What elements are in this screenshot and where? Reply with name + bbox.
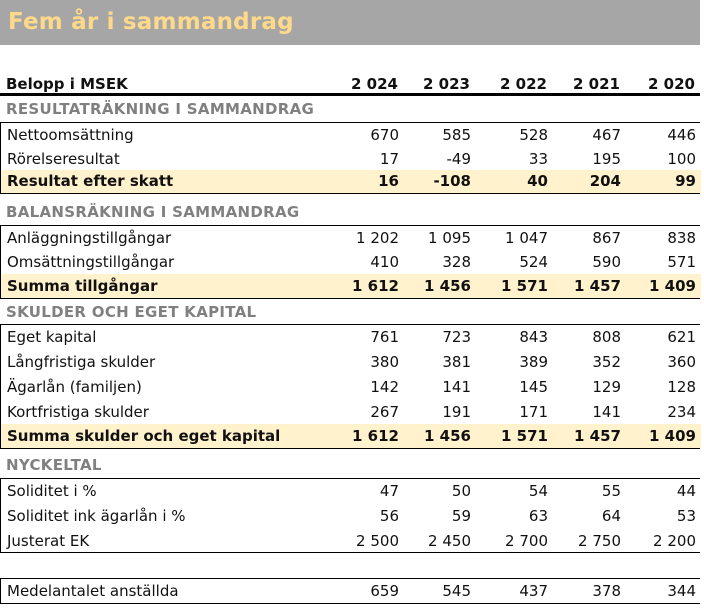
nyckeltal-table xyxy=(0,478,700,553)
cell-value: 2 450 xyxy=(428,532,471,550)
cell-value: 808 xyxy=(592,328,621,346)
cell-value: 670 xyxy=(370,126,399,144)
cell-value: 50 xyxy=(451,482,471,500)
cell-value: 590 xyxy=(592,253,621,271)
cell-value: 1 612 xyxy=(352,277,399,295)
table-row xyxy=(1,226,701,251)
row-label: Medelantalet anställda xyxy=(7,582,179,600)
cell-value: 1 095 xyxy=(428,229,471,247)
section-heading-resultat: RESULTATRÄKNING I SAMMANDRAG xyxy=(6,100,315,118)
resultat-table xyxy=(0,122,700,194)
cell-value: 59 xyxy=(451,507,471,525)
cell-value: 1 571 xyxy=(501,277,548,295)
cell-value: -108 xyxy=(433,172,471,190)
cell-value: 55 xyxy=(601,482,621,500)
table-row xyxy=(1,529,701,554)
cell-value: 1 612 xyxy=(352,427,399,445)
cell-value: 621 xyxy=(667,328,696,346)
total-row xyxy=(1,274,701,298)
skulder-table xyxy=(0,324,700,449)
row-label: Summa skulder och eget kapital xyxy=(7,427,281,445)
cell-value: 571 xyxy=(667,253,696,271)
cell-value: 64 xyxy=(601,507,621,525)
cell-value: 16 xyxy=(378,172,399,190)
cell-value: 2 200 xyxy=(653,532,696,550)
year-header: 2 023 xyxy=(423,75,470,93)
cell-value: 838 xyxy=(667,229,696,247)
cell-value: 2 750 xyxy=(578,532,621,550)
row-label: Nettoomsättning xyxy=(7,126,134,144)
table-row xyxy=(1,250,701,275)
row-label: Långfristiga skulder xyxy=(7,353,156,371)
table-row xyxy=(1,479,701,504)
cell-value: 33 xyxy=(528,150,548,168)
cell-value: 585 xyxy=(442,126,471,144)
page-title: Fem år i sammandrag xyxy=(8,9,294,35)
cell-value: 328 xyxy=(442,253,471,271)
cell-value: 761 xyxy=(370,328,399,346)
cell-value: 129 xyxy=(592,378,621,396)
row-label: Soliditet ink ägarlån i % xyxy=(7,507,186,525)
cell-value: 1 456 xyxy=(424,277,471,295)
cell-value: 1 409 xyxy=(649,277,696,295)
cell-value: 128 xyxy=(667,378,696,396)
row-label: Ägarlån (familjen) xyxy=(7,378,142,396)
balans-table xyxy=(0,225,700,299)
table-row xyxy=(1,504,701,529)
cell-value: 1 047 xyxy=(505,229,548,247)
year-header: 2 024 xyxy=(351,75,398,93)
row-label: Anläggningstillgångar xyxy=(7,229,172,247)
cell-value: 1 457 xyxy=(574,427,621,445)
cell-value: 2 700 xyxy=(505,532,548,550)
row-label: Eget kapital xyxy=(7,328,97,346)
cell-value: 47 xyxy=(379,482,399,500)
table-row xyxy=(1,579,701,604)
personal-table xyxy=(0,578,700,604)
cell-value: 360 xyxy=(667,353,696,371)
table-row xyxy=(1,123,701,148)
cell-value: 1 409 xyxy=(649,427,696,445)
cell-value: 195 xyxy=(592,150,621,168)
cell-value: 234 xyxy=(667,403,696,421)
cell-value: 141 xyxy=(442,378,471,396)
cell-value: 17 xyxy=(379,150,399,168)
row-label: Rörelseresultat xyxy=(7,150,120,168)
cell-value: 145 xyxy=(519,378,548,396)
cell-value: 380 xyxy=(370,353,399,371)
year-header: 2 022 xyxy=(500,75,547,93)
cell-value: 389 xyxy=(519,353,548,371)
cell-value: 191 xyxy=(442,403,471,421)
cell-value: 40 xyxy=(527,172,548,190)
total-row xyxy=(1,424,701,448)
cell-value: 410 xyxy=(370,253,399,271)
cell-value: 53 xyxy=(676,507,696,525)
year-header: 2 020 xyxy=(648,75,695,93)
cell-value: 352 xyxy=(592,353,621,371)
cell-value: 528 xyxy=(519,126,548,144)
row-label: Summa tillgångar xyxy=(7,277,158,295)
section-heading-balans: BALANSRÄKNING I SAMMANDRAG xyxy=(6,203,300,221)
cell-value: 54 xyxy=(528,482,548,500)
table-row xyxy=(1,375,701,400)
cell-value: 204 xyxy=(589,172,621,190)
year-header: 2 021 xyxy=(573,75,620,93)
unit-label: Belopp i MSEK xyxy=(6,75,128,93)
cell-value: 171 xyxy=(519,403,548,421)
cell-value: 56 xyxy=(379,507,399,525)
cell-value: 1 571 xyxy=(501,427,548,445)
table-row xyxy=(1,350,701,375)
cell-value: 1 457 xyxy=(574,277,621,295)
cell-value: 378 xyxy=(592,582,621,600)
total-row xyxy=(1,170,701,193)
table-row xyxy=(1,147,701,172)
cell-value: 659 xyxy=(370,582,399,600)
row-label: Kortfristiga skulder xyxy=(7,403,149,421)
cell-value: 867 xyxy=(592,229,621,247)
cell-value: 437 xyxy=(519,582,548,600)
cell-value: 381 xyxy=(442,353,471,371)
row-label: Soliditet i % xyxy=(7,482,97,500)
cell-value: 1 456 xyxy=(424,427,471,445)
table-row xyxy=(1,325,701,350)
header-divider xyxy=(0,93,700,96)
cell-value: 843 xyxy=(519,328,548,346)
cell-value: 99 xyxy=(675,172,696,190)
cell-value: 723 xyxy=(442,328,471,346)
cell-value: 267 xyxy=(370,403,399,421)
cell-value: 524 xyxy=(519,253,548,271)
row-label: Resultat efter skatt xyxy=(7,172,174,190)
section-heading-skulder: SKULDER OCH EGET KAPITAL xyxy=(6,303,257,321)
cell-value: 344 xyxy=(667,582,696,600)
title-band xyxy=(0,0,700,45)
cell-value: 63 xyxy=(528,507,548,525)
cell-value: 141 xyxy=(592,403,621,421)
cell-value: 100 xyxy=(667,150,696,168)
cell-value: 2 500 xyxy=(356,532,399,550)
cell-value: 545 xyxy=(442,582,471,600)
cell-value: 446 xyxy=(667,126,696,144)
cell-value: 44 xyxy=(676,482,696,500)
row-label: Justerat EK xyxy=(7,532,90,550)
section-heading-nyckeltal: NYCKELTAL xyxy=(6,456,102,474)
cell-value: -49 xyxy=(446,150,471,168)
cell-value: 467 xyxy=(592,126,621,144)
table-row xyxy=(1,400,701,425)
row-label: Omsättningstillgångar xyxy=(7,253,175,271)
cell-value: 142 xyxy=(370,378,399,396)
cell-value: 1 202 xyxy=(356,229,399,247)
